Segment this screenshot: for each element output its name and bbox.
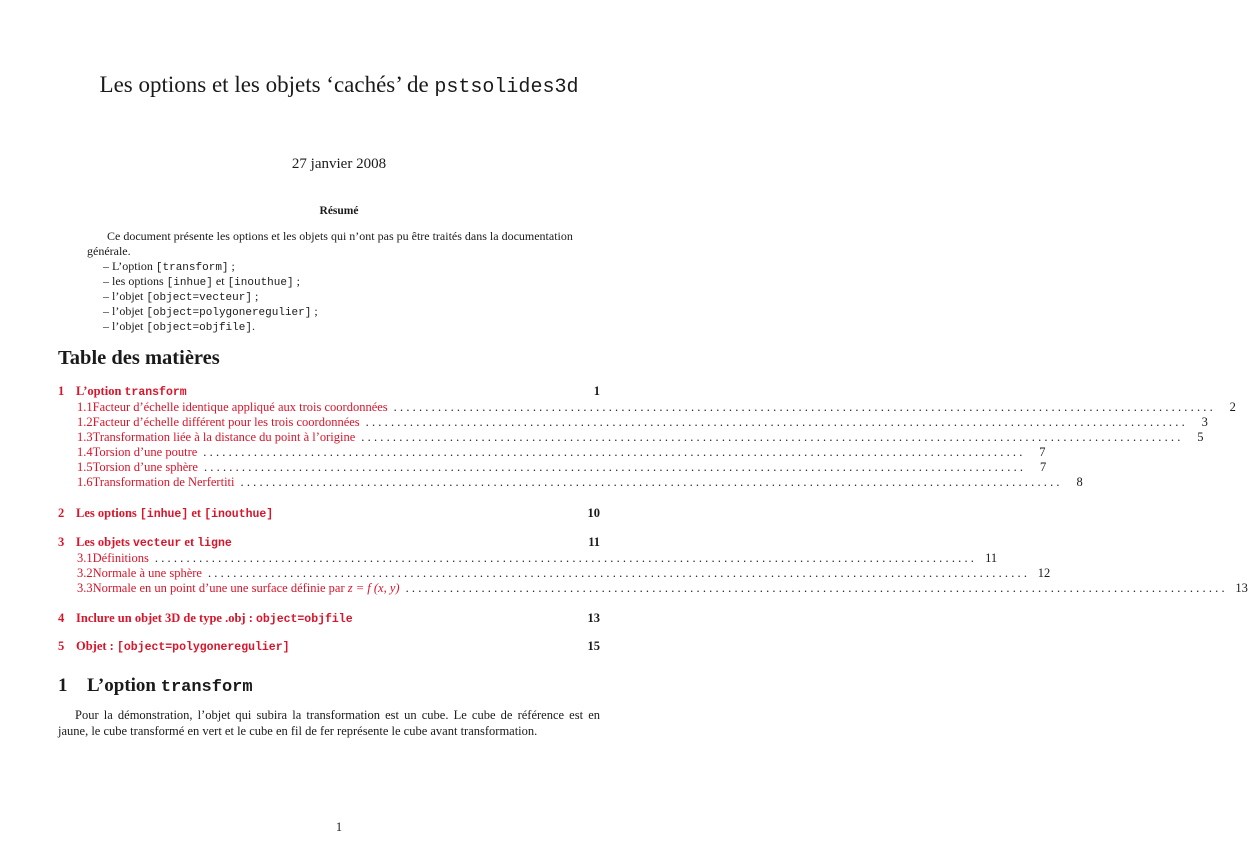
toc-entry-5[interactable] xyxy=(58,639,600,655)
bullet-dash: – xyxy=(103,274,109,288)
page-number: 1 xyxy=(335,820,343,834)
toc-title: Inclure un objet 3D de type .obj : xyxy=(76,611,256,625)
toc-entry-1-1[interactable] xyxy=(58,400,1236,416)
abstract-item-code: [inouthue] xyxy=(227,277,294,289)
abstract-item-code: [transform] xyxy=(155,262,229,274)
toc-code: [inouthue] xyxy=(204,508,274,521)
toc-code: transform xyxy=(124,386,187,399)
bullet-dash: – xyxy=(103,289,109,303)
toc-leader-dots: .................................................................................................................................. xyxy=(240,475,1063,489)
toc-link[interactable] xyxy=(76,384,584,399)
toc-entry-1-2[interactable] xyxy=(58,415,1208,431)
toc-code: [inhue] xyxy=(139,508,189,521)
toc-page: 13 xyxy=(587,611,600,625)
toc-page: 8 xyxy=(1076,475,1083,489)
abstract-item xyxy=(103,274,300,289)
abstract-item-text: l’objet xyxy=(112,319,147,333)
toc-page: 7 xyxy=(1039,445,1046,459)
toc-entry-1-4[interactable] xyxy=(58,445,1046,461)
toc-page: 7 xyxy=(1039,460,1047,474)
toc-link[interactable]: Transformation liée à la distance du point à l’origine xyxy=(92,430,356,444)
document-date: 27 janvier 2008 xyxy=(291,156,387,172)
toc-link[interactable]: Normale à une sphère xyxy=(92,566,202,580)
toc-number: 1.6 xyxy=(77,475,93,489)
toc-title-mid: et xyxy=(181,535,198,549)
toc-entry-1[interactable] xyxy=(58,384,600,400)
abstract-item-suffix: ; xyxy=(311,304,318,318)
abstract-item xyxy=(103,319,255,334)
toc-title: Les objets xyxy=(76,535,133,549)
toc-title-mid: et xyxy=(188,506,205,520)
toc-number: 1.4 xyxy=(77,445,93,459)
toc-page: 2 xyxy=(1229,400,1236,414)
abstract-item-code: [object=polygoneregulier] xyxy=(146,307,312,319)
toc-entry-3-2[interactable] xyxy=(58,566,1051,582)
toc-entry-1-6[interactable] xyxy=(58,475,1083,491)
toc-page: 3 xyxy=(1201,415,1208,429)
toc-link[interactable]: Facteur d’échelle identique appliqué aux trois coordonnées xyxy=(92,400,388,414)
abstract-item xyxy=(103,259,235,274)
toc-code: [object=polygoneregulier] xyxy=(116,641,290,654)
title-text: Les options et les objets ‘cachés’ de xyxy=(99,72,435,97)
toc-leader-dots: .................................................................................................................................. xyxy=(207,566,1031,580)
toc-entry-3[interactable] xyxy=(58,535,600,551)
toc-entry-3-1[interactable] xyxy=(58,551,998,567)
title-code: pstsolides3d xyxy=(434,76,579,99)
abstract-item-suffix: ; xyxy=(228,259,235,273)
toc-code: vecteur xyxy=(132,537,182,550)
section-heading xyxy=(58,675,253,697)
toc-number: 3.1 xyxy=(77,551,93,565)
abstract-heading: Résumé xyxy=(319,205,359,217)
toc-page: 11 xyxy=(985,551,998,565)
toc-math: z = f (x, y) xyxy=(347,581,400,595)
toc-link[interactable] xyxy=(76,506,584,521)
toc-leader-dots: .................................................................................................................................. xyxy=(203,460,1027,474)
toc-page: 10 xyxy=(587,506,600,520)
abstract-item-code: [inhue] xyxy=(166,277,213,289)
abstract-item-code: [object=vecteur] xyxy=(146,292,252,304)
section-paragraph: Pour la démonstration, l’objet qui subira la transformation est un cube. Le cube de référence est en jaune, le cube transformé en vert et le cube en fil de fer représente le cube avant transformation. xyxy=(58,708,600,738)
toc-link[interactable]: Torsion d’une sphère xyxy=(92,460,198,474)
toc-link[interactable] xyxy=(76,611,584,626)
toc-number: 3.3 xyxy=(77,581,93,595)
toc-page: 11 xyxy=(588,535,600,549)
abstract-text: Ce document présente les options et les objets qui n’ont pas pu être traités dans la documentation générale. xyxy=(87,229,573,258)
bullet-dash: – xyxy=(103,259,109,273)
toc-leader-dots: .................................................................................................................................. xyxy=(393,400,1216,414)
toc-link[interactable] xyxy=(76,639,584,654)
abstract-item xyxy=(103,304,318,319)
toc-code: ligne xyxy=(197,537,232,550)
abstract-item-mid: et xyxy=(212,274,228,288)
toc-entry-1-3[interactable] xyxy=(58,430,1204,446)
toc-link[interactable] xyxy=(93,581,400,596)
toc-title: Normale en un point d’une une surface définie par xyxy=(92,581,348,595)
toc-code: object=objfile xyxy=(255,613,353,626)
toc-number: 3 xyxy=(58,535,65,549)
toc-title: L’option xyxy=(76,384,125,398)
document-title xyxy=(0,72,678,99)
section-number: 1 xyxy=(58,675,68,696)
toc-heading: Table des matières xyxy=(58,347,220,369)
toc-number: 1.2 xyxy=(77,415,93,429)
abstract-item xyxy=(103,289,258,304)
toc-number: 4 xyxy=(58,611,65,625)
toc-number: 1.1 xyxy=(77,400,93,414)
toc-title: Objet : xyxy=(76,639,117,653)
toc-page: 5 xyxy=(1197,430,1204,444)
bullet-dash: – xyxy=(103,304,109,318)
toc-link[interactable] xyxy=(76,535,584,550)
abstract-item-text: les options xyxy=(112,274,167,288)
toc-leader-dots: .................................................................................................................................. xyxy=(203,445,1026,459)
abstract-item-suffix: ; xyxy=(251,289,259,303)
toc-number: 3.2 xyxy=(77,566,93,580)
toc-link[interactable]: Facteur d’échelle différent pour les trois coordonnées xyxy=(92,415,360,429)
toc-page: 15 xyxy=(587,639,600,653)
toc-number: 1.5 xyxy=(77,460,93,474)
toc-entry-4[interactable] xyxy=(58,611,600,627)
toc-title: Les options xyxy=(76,506,140,520)
toc-leader-dots: .................................................................................................................................. xyxy=(365,415,1188,429)
toc-number: 5 xyxy=(58,639,65,653)
toc-entry-2[interactable] xyxy=(58,506,600,522)
toc-entry-3-3[interactable] xyxy=(58,581,1248,597)
abstract-item-code: [object=objfile] xyxy=(146,322,252,334)
abstract-item-suffix: ; xyxy=(293,274,300,288)
toc-leader-dots: .................................................................................................................................. xyxy=(405,581,1228,595)
toc-page: 13 xyxy=(1235,581,1248,595)
section-code: transform xyxy=(160,678,253,697)
toc-link[interactable]: Torsion d’une poutre xyxy=(92,445,198,459)
toc-number: 1 xyxy=(58,384,65,398)
toc-link[interactable]: Transformation de Nerfertiti xyxy=(92,475,235,489)
toc-entry-1-5[interactable] xyxy=(58,460,1047,476)
abstract-item-text: L’option xyxy=(112,259,156,273)
toc-leader-dots: .................................................................................................................................. xyxy=(154,551,978,565)
toc-page: 1 xyxy=(593,384,600,398)
toc-leader-dots: .................................................................................................................................. xyxy=(361,430,1184,444)
toc-number: 2 xyxy=(58,506,65,520)
bullet-dash: – xyxy=(103,319,109,333)
toc-number: 1.3 xyxy=(77,430,93,444)
section-title: L’option xyxy=(87,675,161,696)
abstract-item-text: l’objet xyxy=(112,304,147,318)
abstract-item-text: l’objet xyxy=(112,289,147,303)
toc-link[interactable]: Définitions xyxy=(92,551,149,565)
toc-page: 12 xyxy=(1037,566,1051,580)
abstract-item-suffix: . xyxy=(251,319,255,333)
